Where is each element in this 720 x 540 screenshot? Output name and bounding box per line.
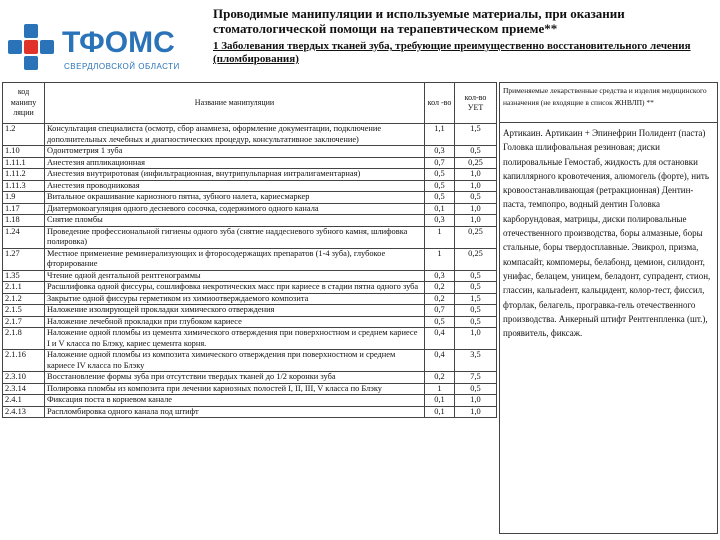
row-name: Анестезия проводниковая — [45, 180, 425, 192]
row-name: Наложение одной пломбы из композита химического отверждения при поверхностном и среднем кариесе IV класса по Блэку — [45, 350, 425, 372]
row-uet: 0,5 — [455, 383, 497, 395]
row-uet: 1,0 — [455, 169, 497, 181]
row-name: Восстановление формы зуба при отсутствии твердых тканей до 1/2 коронки зуба — [45, 372, 425, 384]
table-row — [3, 395, 497, 407]
header-uet: кол-во УЕТ — [455, 83, 497, 124]
row-code: 1.9 — [3, 192, 45, 204]
row-name: Наложение одной пломбы из цемента химического отверждения при поверхностном и среднем кариесе I и V класса по Блэку, кариес цемента корня. — [45, 328, 425, 350]
row-uet: 0,5 — [455, 305, 497, 317]
logo-region: СВЕРДЛОВСКОЙ ОБЛАСТИ — [64, 62, 180, 71]
row-qty: 0,4 — [425, 350, 455, 372]
row-uet: 1,0 — [455, 203, 497, 215]
table-row — [3, 180, 497, 192]
row-uet: 1,0 — [455, 406, 497, 418]
row-qty: 0,2 — [425, 293, 455, 305]
row-code: 2.1.2 — [3, 293, 45, 305]
row-qty: 0,1 — [425, 203, 455, 215]
row-code: 1.11.2 — [3, 169, 45, 181]
row-uet: 0,25 — [455, 157, 497, 169]
row-qty: 0,5 — [425, 192, 455, 204]
row-qty: 0,3 — [425, 270, 455, 282]
table-row — [3, 157, 497, 169]
row-name: Местное применение реминерализующих и фторосодержащих препаратов (1-4 зуба), глубокое фторирование — [45, 248, 425, 270]
row-uet: 0,25 — [455, 248, 497, 270]
table-row — [3, 282, 497, 294]
row-code: 1.18 — [3, 215, 45, 227]
row-uet: 7,5 — [455, 372, 497, 384]
table-row — [3, 406, 497, 418]
row-code: 1.10 — [3, 146, 45, 158]
cross-logo-icon — [6, 22, 56, 72]
table-row — [3, 215, 497, 227]
row-name: Анестезия аппликационная — [45, 157, 425, 169]
row-code: 1.27 — [3, 248, 45, 270]
row-name: Фиксация поста в корневом канале — [45, 395, 425, 407]
row-uet: 1,5 — [455, 293, 497, 305]
row-code: 1.11.1 — [3, 157, 45, 169]
row-name: Снятие пломбы — [45, 215, 425, 227]
row-qty: 0,7 — [425, 157, 455, 169]
row-name: Наложение изолирующей прокладки химического отверждения — [45, 305, 425, 317]
row-name: Проведение профессиональной гигиены одного зуба (снятие наддесневого зубного камня, шлифовка полировка) — [45, 226, 425, 248]
row-code: 2.4.1 — [3, 395, 45, 407]
row-uet: 0,25 — [455, 226, 497, 248]
row-qty: 0,2 — [425, 372, 455, 384]
row-code: 2.1.8 — [3, 328, 45, 350]
table-row — [3, 372, 497, 384]
row-uet: 0,5 — [455, 316, 497, 328]
materials-header-mark: ** — [646, 98, 654, 107]
row-qty: 1 — [425, 226, 455, 248]
row-code: 1.24 — [3, 226, 45, 248]
row-code: 1.11.3 — [3, 180, 45, 192]
page-subtitle: 1 Заболевания твердых тканей зуба, требующие преимущественно восстановительного лечения (пломбирования) — [213, 40, 691, 65]
table-row — [3, 270, 497, 282]
row-code: 2.3.10 — [3, 372, 45, 384]
row-name: Наложение лечебной прокладки при глубоком кариесе — [45, 316, 425, 328]
table-row — [3, 248, 497, 270]
table-header-row — [3, 83, 497, 124]
row-qty: 0,1 — [425, 395, 455, 407]
page-title: Проводимые манипуляции и используемые материалы, при оказании стоматологической помощи на терапевтическом приеме** — [213, 6, 625, 36]
table-row — [3, 169, 497, 181]
row-qty: 0,7 — [425, 305, 455, 317]
row-qty: 0,5 — [425, 180, 455, 192]
row-code: 2.4.13 — [3, 406, 45, 418]
row-code: 2.1.16 — [3, 350, 45, 372]
row-code: 1.17 — [3, 203, 45, 215]
table-row — [3, 316, 497, 328]
row-uet: 0,5 — [455, 282, 497, 294]
row-uet: 1,0 — [455, 180, 497, 192]
row-name: Анестезия внутриротовая (инфильтрационная, внутрипульпарная интралигаментарная) — [45, 169, 425, 181]
row-uet: 0,5 — [455, 146, 497, 158]
materials-panel — [499, 82, 718, 534]
row-uet: 1,0 — [455, 328, 497, 350]
table-row — [3, 350, 497, 372]
row-code: 1.35 — [3, 270, 45, 282]
procedures-table — [2, 82, 497, 418]
tfoms-logo — [6, 22, 196, 72]
row-uet: 3,5 — [455, 350, 497, 372]
row-qty: 0,5 — [425, 169, 455, 181]
row-qty: 0,4 — [425, 328, 455, 350]
table-row — [3, 203, 497, 215]
header-name: Название манипуляции — [45, 83, 425, 124]
table-row — [3, 293, 497, 305]
row-code: 1.2 — [3, 124, 45, 146]
row-qty: 0,3 — [425, 215, 455, 227]
row-name: Закрытие одной фиссуры герметиком из химиоотверждаемого композита — [45, 293, 425, 305]
row-uet: 1,0 — [455, 215, 497, 227]
row-uet: 0,5 — [455, 192, 497, 204]
table-row — [3, 305, 497, 317]
row-qty: 1 — [425, 383, 455, 395]
row-qty: 0,2 — [425, 282, 455, 294]
row-name: Распломбировка одного канала под штифт — [45, 406, 425, 418]
row-qty: 1,1 — [425, 124, 455, 146]
row-name: Диатермокоагуляция одного десневого сосочка, содержимого одного канала — [45, 203, 425, 215]
row-code: 2.1.7 — [3, 316, 45, 328]
row-name: Чтение одной дентальной рентгенограммы — [45, 270, 425, 282]
materials-header-text: Применяемые лекарственные средства и изделия медицинского назначения (не входящие в список ЖНВЛП) — [503, 86, 707, 107]
table-row — [3, 146, 497, 158]
row-uet: 0,5 — [455, 270, 497, 282]
table-row — [3, 383, 497, 395]
row-name: Расшлифовка одной фиссуры, сошлифовка некротических масс при кариесе в стадии пятна одного зуба — [45, 282, 425, 294]
header-qty: кол -во — [425, 83, 455, 124]
row-name: Полировка пломбы из композита при лечении кариозных полостей I, II, III, V класса по Блэку — [45, 383, 425, 395]
materials-header — [500, 83, 717, 123]
row-code: 2.1.1 — [3, 282, 45, 294]
row-name: Одонтометрия 1 зуба — [45, 146, 425, 158]
table-row — [3, 124, 497, 146]
logo-name: ТФОМС — [62, 26, 175, 59]
table-row — [3, 192, 497, 204]
row-qty: 0,1 — [425, 406, 455, 418]
header-code: код манипу ляции — [3, 83, 45, 124]
materials-text: Артикаин. Артикаин + Эпинефрин Полидент (паста) Головка шлифовальная резиновая; диски полировальные Гемостаб, жидкость для остановки капиллярного кровотечения, алюмогель (форте), нить кровоостанавливающая (ретракционная) Дентин-паста, темпопро, водный дентин Головка карборундовая, матрицы, диски полировальные отечественного производства, боры алмазные, боры стальные, боры твердосплавные. Эвикрол, призма, компасайт, компомеры, белабонд, цемион, силидонт, унифас, белацем, уницем, беладонт, супрадент, стион, глассин, кальradент, кальцидент, колор-тест, фиссил, фторлак, белагель, програвка-гель отечественного производства. Анкерный штифт Рентгенпленка (шт.), проявитель, фиксаж. — [503, 128, 711, 339]
row-qty: 0,3 — [425, 146, 455, 158]
row-qty: 0,5 — [425, 316, 455, 328]
row-qty: 1 — [425, 248, 455, 270]
row-code: 2.1.5 — [3, 305, 45, 317]
row-uet: 1,0 — [455, 395, 497, 407]
row-name: Консультация специалиста (осмотр, сбор анамнеза, оформление документации, подключение дополнительных лечебных и диагностических процедур, консультативное заключение) — [45, 124, 425, 146]
table-row — [3, 328, 497, 350]
table-row — [3, 226, 497, 248]
row-code: 2.3.14 — [3, 383, 45, 395]
row-uet: 1,5 — [455, 124, 497, 146]
row-name: Витальное окрашивание кариозного пятна, зубного налета, кариесмаркер — [45, 192, 425, 204]
